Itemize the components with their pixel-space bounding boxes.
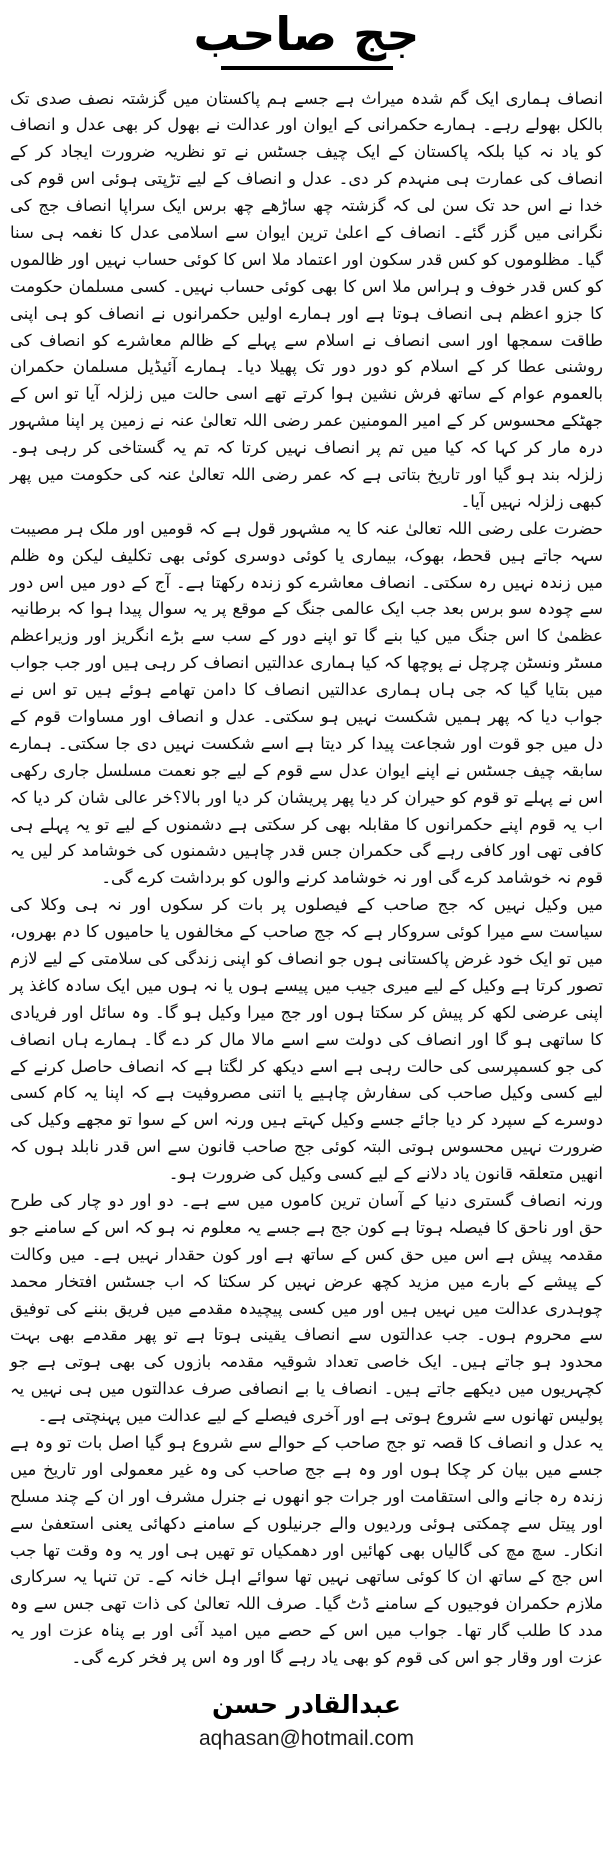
- article-masthead: [10, 6, 603, 70]
- article-signature: [10, 1690, 603, 1751]
- article-title: جج صاحب: [193, 7, 420, 61]
- email-address: aqhasan@hotmail.com: [198, 1727, 415, 1751]
- article-paragraph: حضرت علی رضی اللہ تعالیٰ عنہ کا یہ مشہور قول ہے کہ قومیں اور ملک ہر مصیبت سہہ جاتے ہیں قحط، بھوک، بیماری یا کوئی دوسری کوئی بھی تکلیف لیکن وہ ظلم میں زندہ نہیں رہ سکتی۔ انصاف معاشرے کو زندہ رکھتا ہے۔ آج کے دور میں اس دور سے چودہ سو برس بعد جب ایک عالمی جنگ کے موقع پر یہ سوال پیدا ہوا کہ برطانیہ عظمیٰ کا اس جنگ میں کیا بنے گا تو اپنے دور کے سب سے بڑے انگریز اور وزیراعظم مسٹر ونسٹن چرچل نے پوچھا کہ کیا ہماری عدالتیں انصاف کر رہی ہیں اور جب جواب میں بتایا گیا کہ جی ہاں ہماری عدالتیں انصاف کا دامن تھامے ہوئے ہیں تو اس نے جواب دیا کہ پھر ہمیں شکست نہیں ہو سکتی۔ عدل و انصاف اور مساوات قوم کے دل میں جو قوت اور شجاعت پیدا کر دیتا ہے اسے شکست نہیں دی جا سکتی۔ ہمارے سابقہ چیف جسٹس نے اپنے ایوان عدل سے قوم کے لیے جو نعمت مسلسل جاری رکھی اس نے پہلے تو قوم کو حیران کر دیا پھر پریشان کر دیا اور بالا؟خر عالی شان کر دیا کہ اب یہ قوم اپنے حکمرانوں کا مقابلہ بھی کر سکتی ہے دشمنوں کے لیے تو یہ پہلے ہی کافی تھی اور کافی رہے گی حکمران جس قدر چاہیں دشمنوں کی خوشامد کر لیں یہ قوم نہ خوشامد کرے گی اور نہ خوشامد کرنے والوں کو برداشت کرے گی۔: [10, 518, 603, 888]
- article-paragraph: انصاف ہماری ایک گم شدہ میراث ہے جسے ہم پاکستان میں گزشتہ نصف صدی تک بالکل بھولے رہے۔ ہمارے حکمرانی کے ایوان اور عدالت نے بھول کر بھی عدل و انصاف کو یاد نہ کیا بلکہ پاکستان کے ایک چیف جسٹس نے تو نظریہ ضرورت ایجاد کر کے انصاف کی عمارت ہی منہدم کر دی۔ عدل و انصاف کے لیے تڑپتی ہوئی اس قوم کی خدا نے اس حد تک سن لی کہ گزشتہ چھ ساڑھے چھ برس ایک سراپا انصاف جج کی نگرانی میں گزر گئے۔ انصاف کے اعلیٰ ترین ایوان سے اسلامی عدل کا نغمہ ہی سنا گیا۔ مظلوموں کو کس قدر سکون اور اعتماد ملا اس کا کوئی حساب نہیں اور ظالموں کو کس قدر خوف و ہراس ملا اس کا بھی کوئی حساب نہیں۔ کسی مسلمان حکومت کا جزو اعظم ہی انصاف ہوتا ہے اور ہمارے اولیں حکمرانوں نے انصاف کو ہی اپنی طاقت سمجھا اور اسی انصاف نے اسلام سے پہلے کے ظالم معاشرے کو انصاف کی روشنی عطا کر کے اسلام کو دور دور تک پھیلا دیا۔ ہمارے آئیڈیل مسلمان حکمران بالعموم عوام کے ساتھ فرش نشین ہوا کرتے تھے اسی حالت میں زلزلہ آیا تو اس کے جھٹکے محسوس کر کے امیر المومنین عمر رضی اللہ تعالیٰ عنہ نے زمین پر اپنا مشہور درہ مار کر کہا کہ کیا میں تم پر انصاف نہیں کرتا کہ تم یہ گستاخی کر رہی ہو۔ زلزلہ بند ہو گیا اور تاریخ بتاتی ہے کہ عمر رضی اللہ تعالیٰ عنہ کی حکومت میں پھر کبھی زلزلہ نہیں آیا۔: [10, 88, 603, 511]
- title-underline-rule: [221, 66, 393, 70]
- article-paragraph: ورنہ انصاف گستری دنیا کے آسان ترین کاموں میں سے ہے۔ دو اور دو چار کی طرح حق اور ناحق کا فیصلہ ہوتا ہے کون جج ہے جسے یہ معلوم نہ ہو کہ اس کے سامنے جو مقدمہ پیش ہے اس میں حق کس کے ساتھ ہے اور کون حقدار نہیں ہے۔ میں وکالت کے پیشے کے بارے میں مزید کچھ عرض نہیں کر سکتا کہ اب جسٹس افتخار محمد چوہدری عدالت میں نہیں ہیں اور میں کسی پیچیدہ مقدمے میں فریق بننے کی توفیق سے محروم ہوں۔ جب عدالتوں سے انصاف یقینی ہوتا ہے تو پھر مقدمے بھی بہت محدود ہو جاتے ہیں۔ ایک خاصی تعداد شوقیہ مقدمہ بازوں کی بھی ہوتی ہے جو کچہریوں میں دیکھے جاتے ہیں۔ انصاف یا بے انصافی صرف عدالتوں میں ہی نہیں یہ پولیس تھانوں سے شروع ہوتی ہے اور آخری فیصلے کے لیے عدالت میں پہنچتی ہے۔: [10, 1191, 603, 1426]
- article-paragraph: میں وکیل نہیں کہ جج صاحب کے فیصلوں پر بات کر سکوں اور نہ ہی وکلا کی سیاست سے میرا کوئی سروکار ہے کہ جج صاحب کے مخالفوں یا حامیوں کا دم بھروں، میں تو ایک خود غرض پاکستانی ہوں جو انصاف کو اپنی زندگی کی سلامتی کے لیے لازم تصور کرتا ہے وکیل کے لیے میری جیب میں پیسے ہوں یا نہ ہوں میں ایک سادہ کاغذ پر اپنی عرضی لکھ کر پیش کر سکتا ہوں اور جج میرا وکیل ہو گا۔ وہ سائل اور فریادی کا ساتھی ہو گا اور انصاف کی دولت سے اسے مالا مال کر دے گا۔ ہمارے ہاں انصاف کی جو کسمپرسی کی حالت رہی ہے اسے دیکھ کر لگتا ہے کہ انصاف حاصل کرنے کے لیے کسی وکیل صاحب کی سفارش چاہیے یا اتنی مصروفیت ہے کہ اپنا یہ کام کسی دوسرے کے سپرد کر دیا جائے جسے وکیل کہتے ہیں ورنہ اس کے سوا تو مجھے وکیل کی ضرورت نہیں محسوس ہوتی البتہ کوئی جج صاحب قانون سے اس قدر نابلد ہوں کہ انھیں متعلقہ قانون یاد دلانے کے لیے کسی وکیل کی ضرورت ہو۔: [10, 895, 603, 1184]
- article-body: [10, 86, 603, 1673]
- article-paragraph: یہ عدل و انصاف کا قصہ تو جج صاحب کے حوالے سے شروع ہو گیا اصل بات تو وہ ہے جسے میں بیان کر چکا ہوں اور وہ ہے جج صاحب کی وہ غیر معمولی اور تاریخ میں زندہ رہ جانے والی استقامت اور جرات جو انھوں نے جنرل مشرف اور ان کے چند مسلح اور پیتل سے چمکتی ہوئی وردیوں والے جرنیلوں کے سامنے دکھائی یعنی استعفیٰ سے انکار۔ سچ مچ کی گالیاں بھی کھائیں اور دھمکیاں تو تھیں ہی اور یہ وہ وقت تھا جب اس جج کے ساتھ ان کا کوئی ساتھی نہیں تھا سوائے اہل خانہ کے۔ تن تنہا یہ سرکاری ملازم حکمران فوجیوں کے سامنے ڈٹ گیا۔ صرف اللہ تعالیٰ کی ذات تھی جس سے وہ مدد کا طلب گار تھا۔ جواب میں اس کے حصے میں امید آئی اور بے پناہ عزت اور یہ عزت اور وقار جو اس کی قوم کو بھی یاد رہے گا اور وہ اس پر فخر کرے گی۔: [10, 1433, 603, 1668]
- author-name: عبدالقادر حسن: [212, 1690, 401, 1720]
